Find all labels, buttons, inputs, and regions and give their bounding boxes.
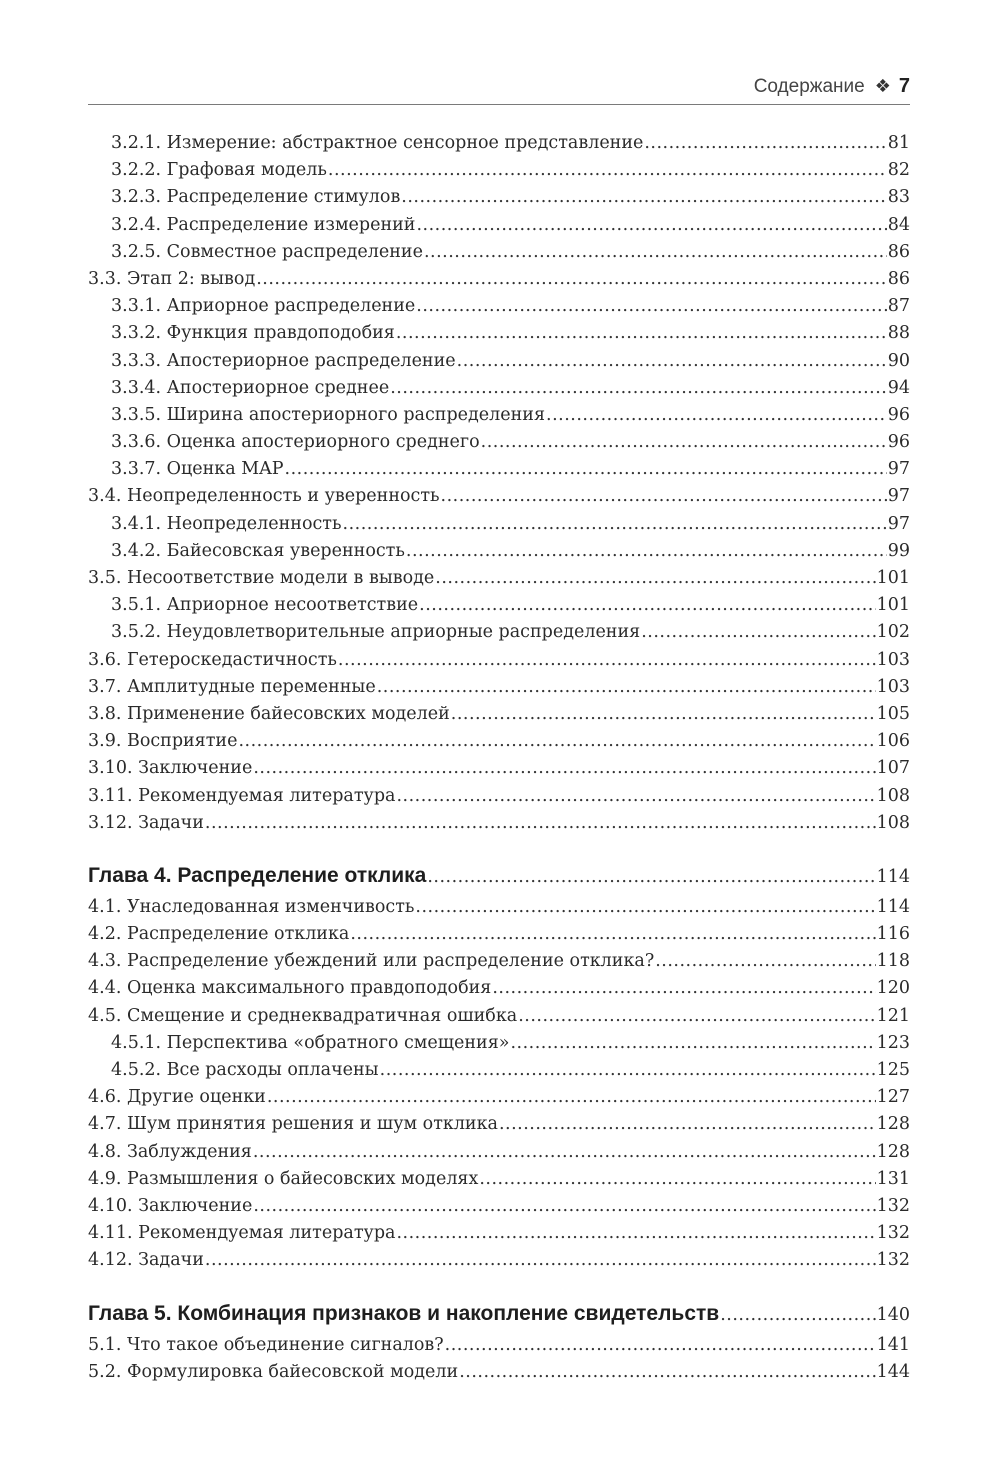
toc-entry-page: 125 (876, 1060, 910, 1080)
toc-entry-page: 141 (876, 1334, 910, 1355)
toc-entry-label: 3.3.7. Оценка MAP (111, 459, 284, 480)
leader-dots (390, 375, 887, 402)
toc-entry[interactable] (88, 701, 910, 728)
toc-entry[interactable] (88, 1084, 910, 1111)
leader-dots (343, 511, 887, 538)
toc-entry-page: 144 (876, 1361, 910, 1382)
leader-dots (441, 483, 887, 510)
toc-entry-page: 97 (887, 486, 910, 507)
toc-entry-label: 4.2. Распределение отклика (88, 924, 350, 945)
toc-entry-page: 121 (876, 1005, 910, 1026)
toc-entry[interactable] (88, 1057, 910, 1084)
toc-entry-label: 5.1. Что такое объединение сигналов? (88, 1334, 444, 1355)
toc-entry-label: 3.10. Заключение (88, 758, 253, 779)
toc-entry[interactable] (88, 1247, 910, 1274)
leader-dots (445, 1332, 876, 1359)
leader-dots (655, 948, 875, 975)
toc-entry-label: Глава 4. Распределение отклика (88, 863, 427, 887)
toc-entry-label: 3.9. Восприятие (88, 731, 238, 752)
toc-entry-page: 123 (876, 1032, 910, 1053)
toc-entry-page: 82 (887, 160, 910, 181)
toc-entry[interactable] (88, 402, 910, 429)
toc-entry[interactable] (88, 565, 910, 592)
toc-entry-label: 3.3.2. Функция правдоподобия (111, 323, 395, 344)
leader-dots (457, 348, 887, 375)
toc-entry-label: 3.4. Неопределенность и уверенность (88, 486, 440, 507)
leader-dots (510, 1030, 875, 1057)
leader-dots (415, 894, 875, 921)
toc-entry-label: 3.2.5. Совместное распределение (111, 241, 423, 262)
toc-entry[interactable] (88, 1166, 910, 1193)
leader-dots (338, 647, 876, 674)
toc-entry-page: 107 (876, 758, 910, 779)
leader-dots (396, 1220, 875, 1247)
toc-entry-label: 4.4. Оценка максимального правдоподобия (88, 978, 492, 999)
toc-entry-label: 4.10. Заключение (88, 1195, 253, 1216)
toc-chapter-entry[interactable] (88, 859, 910, 892)
page-number: 7 (898, 75, 910, 97)
toc-entry-page: 105 (876, 703, 910, 724)
leader-dots (641, 619, 875, 646)
toc-entry[interactable] (88, 619, 910, 646)
toc-entry-label: 3.3.6. Оценка апостериорного среднего (111, 432, 480, 453)
toc-entry-label: 3.12. Задачи (88, 812, 204, 833)
toc-entry-page: 108 (876, 812, 910, 833)
toc-entry-page: 96 (887, 404, 910, 425)
leader-dots (481, 429, 887, 456)
toc-entry-label: 3.3.5. Ширина апостериорного распределения (111, 404, 545, 425)
toc-entry-label: 4.5.2. Все расходы оплачены (111, 1060, 379, 1080)
ornament-icon: ❖ (874, 76, 891, 96)
toc-entry[interactable] (88, 728, 910, 755)
toc-entry[interactable] (88, 1220, 910, 1247)
toc-entry-page: 83 (887, 187, 910, 208)
toc-entry-label: 4.12. Задачи (88, 1250, 204, 1271)
toc-entry[interactable] (88, 266, 910, 293)
toc-entry[interactable] (88, 130, 910, 157)
leader-dots (396, 320, 887, 347)
running-header (754, 75, 910, 98)
toc-entry-page: 94 (887, 377, 910, 398)
toc-entry-label: 4.7. Шум принятия решения и шум отклика (88, 1114, 498, 1135)
toc-entry[interactable] (88, 212, 910, 239)
leader-dots (479, 1166, 875, 1193)
leader-dots (253, 1139, 876, 1166)
leader-dots (427, 861, 875, 894)
leader-dots (253, 1193, 875, 1220)
toc-entry-page: 96 (887, 432, 910, 453)
toc-entry-label: 5.2. Формулировка байесовской модели (88, 1361, 459, 1382)
toc-entry-label: 3.7. Амплитудные переменные (88, 676, 376, 697)
toc-entry[interactable] (88, 592, 910, 619)
toc-entry[interactable] (88, 483, 910, 510)
toc-entry-label: 3.3.1. Априорное распределение (111, 296, 416, 317)
toc-entry-page: 114 (876, 866, 910, 887)
toc-entry-label: 3.3.4. Апостериорное среднее (111, 377, 390, 398)
toc-entry[interactable] (88, 783, 910, 810)
toc-entry-label: 3.6. Гетероскедастичность (88, 649, 337, 670)
toc-entry[interactable] (88, 1359, 910, 1386)
toc-entry-label: 3.3.3. Апостериорное распределение (111, 350, 456, 371)
toc-entry[interactable] (88, 674, 910, 701)
leader-dots (416, 212, 886, 239)
leader-dots (401, 184, 886, 211)
leader-dots (546, 402, 887, 429)
toc-entry[interactable] (88, 320, 910, 347)
toc-entry-page: 102 (876, 622, 910, 643)
toc-entry[interactable] (88, 1332, 910, 1359)
toc-entry-page: 116 (876, 924, 910, 945)
leader-dots (328, 157, 887, 184)
toc-entry-label: 3.4.1. Неопределенность (111, 513, 342, 534)
leader-dots (518, 1003, 875, 1030)
toc-entry-page: 97 (887, 513, 910, 534)
toc-entry-page: 88 (887, 323, 910, 344)
leader-dots (424, 239, 887, 266)
toc-entry-page: 132 (876, 1250, 910, 1271)
toc-entry-page: 81 (887, 133, 910, 153)
toc-entry-label: 4.1. Унаследованная изменчивость (88, 896, 415, 917)
toc-entry-label: 3.2.4. Распределение измерений (111, 214, 416, 235)
leader-dots (396, 783, 875, 810)
toc-entry-page: 87 (887, 296, 910, 317)
toc-entry-page: 128 (876, 1141, 910, 1162)
toc-entry-label: 4.9. Размышления о байесовских моделях (88, 1168, 479, 1189)
toc-entry-label: 4.6. Другие оценки (88, 1087, 266, 1108)
toc-entry-page: 103 (876, 676, 910, 697)
toc-entry[interactable] (88, 1003, 910, 1030)
toc-entry[interactable] (88, 647, 910, 674)
toc-entry[interactable] (88, 184, 910, 211)
toc-entry[interactable] (88, 1139, 910, 1166)
toc-entry[interactable] (88, 948, 910, 975)
toc-entry-label: 4.3. Распределение убеждений или распределение отклика? (88, 951, 655, 972)
toc-entry-label: 4.11. Рекомендуемая литература (88, 1223, 396, 1244)
toc-entry-page: 84 (887, 214, 910, 235)
toc-entry-page: 127 (876, 1087, 910, 1108)
toc-entry-label: 3.3. Этап 2: вывод (88, 268, 256, 289)
toc-entry-page: 131 (876, 1168, 910, 1189)
leader-dots (720, 1299, 875, 1332)
toc-entry-page: 97 (887, 459, 910, 480)
toc-entry[interactable] (88, 511, 910, 538)
toc-entry-page: 103 (876, 649, 910, 670)
toc-entry-label: 3.5. Несоответствие модели в выводе (88, 568, 435, 588)
leader-dots (499, 1111, 876, 1138)
toc-chapter-entry[interactable] (88, 1297, 910, 1330)
toc-entry-label: 3.2.2. Графовая модель (111, 160, 327, 181)
toc-entry-label: Глава 5. Комбинация признаков и накопление свидетельств (88, 1301, 720, 1325)
toc-entry-label: 3.2.1. Измерение: абстрактное сенсорное представление (111, 133, 644, 153)
toc-entry[interactable] (88, 1030, 910, 1057)
toc-entry[interactable] (88, 975, 910, 1002)
toc-entry-label: 3.11. Рекомендуемая литература (88, 785, 396, 806)
toc-entry-label: 4.5. Смещение и среднеквадратичная ошибка (88, 1005, 518, 1026)
toc-entry[interactable] (88, 810, 910, 837)
toc-entry-page: 99 (887, 540, 910, 561)
leader-dots (377, 674, 876, 701)
leader-dots (380, 1057, 876, 1084)
table-of-contents (88, 130, 910, 1386)
toc-entry[interactable] (88, 538, 910, 565)
toc-entry-page: 128 (876, 1114, 910, 1135)
toc-entry[interactable] (88, 456, 910, 483)
leader-dots (416, 293, 886, 320)
toc-entry[interactable] (88, 239, 910, 266)
toc-entry-label: 3.8. Применение байесовских моделей (88, 703, 450, 724)
leader-dots (435, 565, 875, 592)
toc-entry[interactable] (88, 293, 910, 320)
toc-entry[interactable] (88, 755, 910, 782)
toc-entry-label: 4.8. Заблуждения (88, 1141, 252, 1162)
toc-entry-page: 132 (876, 1223, 910, 1244)
leader-dots (406, 538, 887, 565)
toc-entry-label: 4.5.1. Перспектива «обратного смещения» (111, 1032, 510, 1053)
leader-dots (205, 1247, 876, 1274)
toc-entry-page: 86 (887, 268, 910, 289)
toc-entry[interactable] (88, 921, 910, 948)
toc-entry-page: 108 (876, 785, 910, 806)
toc-entry-page: 120 (876, 978, 910, 999)
leader-dots (419, 592, 875, 619)
toc-entry-page: 132 (876, 1195, 910, 1216)
toc-entry-page: 114 (876, 896, 910, 917)
running-header-section: Содержание (753, 76, 865, 97)
toc-entry[interactable] (88, 1111, 910, 1138)
toc-entry-page: 101 (876, 568, 910, 588)
leader-dots (256, 266, 886, 293)
leader-dots (238, 728, 875, 755)
toc-entry-page: 101 (876, 595, 910, 616)
toc-entry-page: 106 (876, 731, 910, 752)
leader-dots (253, 755, 875, 782)
toc-entry-label: 3.4.2. Байесовская уверенность (111, 540, 405, 561)
toc-entry-label: 3.5.1. Априорное несоответствие (111, 595, 419, 616)
toc-entry[interactable] (88, 894, 910, 921)
leader-dots (205, 810, 876, 837)
toc-entry[interactable] (88, 348, 910, 375)
toc-entry-page: 140 (876, 1304, 910, 1325)
leader-dots (267, 1084, 876, 1111)
leader-dots (451, 701, 876, 728)
toc-entry-label: 3.5.2. Неудовлетворительные априорные распределения (111, 622, 641, 643)
toc-entry-page: 118 (876, 951, 910, 972)
toc-entry-label: 3.2.3. Распределение стимулов (111, 187, 401, 208)
leader-dots (350, 921, 875, 948)
leader-dots (644, 130, 886, 157)
leader-dots (459, 1359, 875, 1386)
toc-entry[interactable] (88, 375, 910, 402)
toc-entry-page: 86 (887, 241, 910, 262)
leader-dots (285, 456, 887, 483)
toc-entry[interactable] (88, 1193, 910, 1220)
toc-entry-page: 90 (887, 350, 910, 371)
leader-dots (492, 975, 875, 1002)
toc-entry[interactable] (88, 429, 910, 456)
toc-entry[interactable] (88, 157, 910, 184)
header-rule (88, 104, 910, 105)
